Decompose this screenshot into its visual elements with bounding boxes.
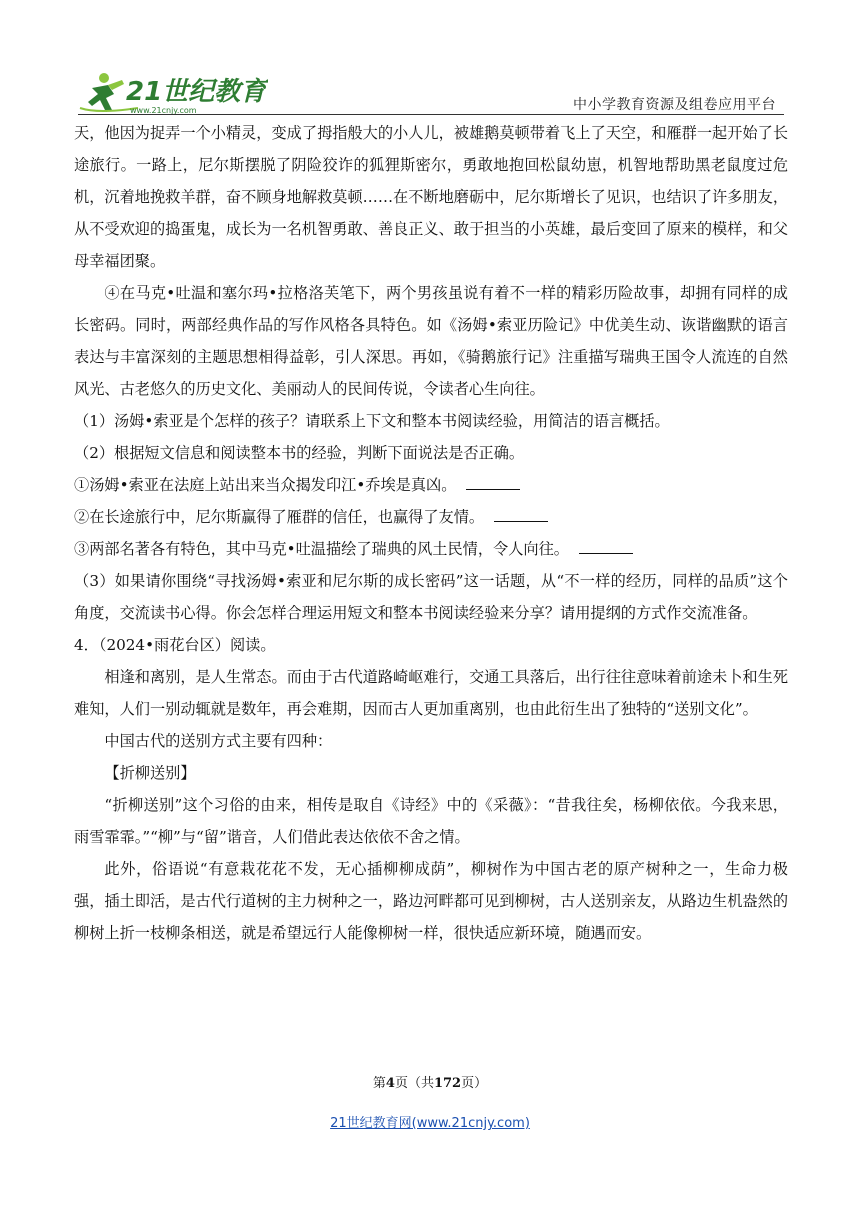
page-prefix: 第 — [372, 1076, 386, 1091]
page-mid: 页（共 — [394, 1076, 434, 1091]
question-3: （3）如果请你围绕“寻找汤姆•索亚和尼尔斯的成长密码”这一话题，从“不一样的经历，同样的品质”这个角度，交流读书心得。你会怎样合理运用短文和整本书阅读经验来分享？请用提纲的方式作交流准备。 — [74, 572, 788, 622]
section-heading: 【折柳送别】 — [104, 764, 196, 782]
answer-blank-3[interactable] — [579, 539, 633, 554]
page-header — [78, 62, 784, 117]
paragraph-4: ④在马克•吐温和塞尔玛•拉格洛芙笔下，两个男孩虽说有着不一样的精彩历险故事，却拥有同样的成长密码。同时，两部经典作品的写作风格各具特色。如《汤姆•索亚历险记》中优美生动、诙谐幽默的语言表达与丰富深刻的主题思想相得益彰，引人深思。再如，《骑鹅旅行记》注重描写瑞典王国令人流连的自然风光、古老悠久的历史文化、美丽动人的民间传说，令读者心生向往。 — [74, 284, 788, 398]
page-total: 172 — [433, 1076, 462, 1091]
paragraph-continued: 天，他因为捉弄一个小精灵，变成了拇指般大的小人儿，被雄鹅莫顿带着飞上了天空，和雁群一起开始了长途旅行。一路上，尼尔斯摆脱了阴险狡诈的狐狸斯密尔，勇敢地抱回松鼠幼崽，机智地帮助黑老鼠度过危机，沉着地挽救羊群，奋不顾身地解救莫顿……在不断地磨砺中，尼尔斯增长了见识，也结识了许多朋友，从不受欢迎的捣蛋鬼，成长为一名机智勇敢、善良正义、敢于担当的小英雄，最后变回了原来的模样，和父母幸福团聚。 — [74, 124, 788, 270]
answer-blank-1[interactable] — [466, 475, 520, 490]
page-current: 4 — [385, 1076, 395, 1091]
statement-3 — [74, 533, 788, 565]
question-2: （2）根据短文信息和阅读整本书的经验，判断下面说法是否正确。 — [74, 444, 525, 462]
logo — [78, 68, 268, 116]
problem-4-paragraph-2: 中国古代的送别方式主要有四种： — [104, 732, 333, 750]
problem-4-paragraph-3: “折柳送别”这个习俗的由来，相传是取自《诗经》中的《采薇》：“昔我往矣，杨柳依依。今我来思，雨雪霏霏。”“柳”与“留”谐音，人们借此表达依依不舍之情。 — [74, 796, 788, 846]
problem-4-paragraph-1: 相逢和离别，是人生常态。而由于古代道路崎岖难行，交通工具落后，出行往往意味着前途未卜和生死难知，人们一别动辄就是数年，再会难期，因而古人更加重离别，也由此衍生出了独特的“送别文化”。 — [74, 668, 788, 718]
page-suffix: 页） — [461, 1076, 488, 1091]
statement-1-text: ①汤姆•索亚在法庭上站出来当众揭发印江•乔埃是真凶。 — [74, 476, 457, 494]
logo-url: www.21cnjy.com — [130, 106, 197, 115]
footer-link[interactable]: 21世纪教育网(www.21cnjy.com) — [330, 1116, 530, 1131]
page-number — [0, 1072, 860, 1091]
problem-4-title: 4．（2024•雨花台区）阅读。 — [74, 636, 276, 654]
logo-text: 21世纪教育 — [126, 77, 267, 107]
problem-4-paragraph-4: 此外，俗语说“有意栽花花不发，无心插柳柳成荫”，柳树作为中国古老的原产树种之一，生命力极强，插土即活，是古代行道树的主力树种之一，路边河畔都可见到柳树，古人送别亲友，从路边生机盎然的柳树上折一枝柳条相送，就是希望远行人能像柳树一样，很快适应新环境，随遇而安。 — [74, 860, 788, 942]
statement-2-text: ②在长途旅行中，尼尔斯赢得了雁群的信任，也赢得了友情。 — [74, 508, 485, 526]
document-body — [74, 117, 788, 949]
header-divider — [78, 114, 784, 115]
statement-1 — [74, 469, 788, 501]
statement-3-text: ③两部名著各有特色，其中马克•吐温描绘了瑞典的风土民情，令人向往。 — [74, 540, 569, 558]
platform-name: 中小学教育资源及组卷应用平台 — [573, 97, 776, 113]
question-1: （1）汤姆•索亚是个怎样的孩子？请联系上下文和整本书阅读经验，用简洁的语言概括。 — [74, 412, 670, 430]
answer-blank-2[interactable] — [494, 507, 548, 522]
statement-2 — [74, 501, 788, 533]
